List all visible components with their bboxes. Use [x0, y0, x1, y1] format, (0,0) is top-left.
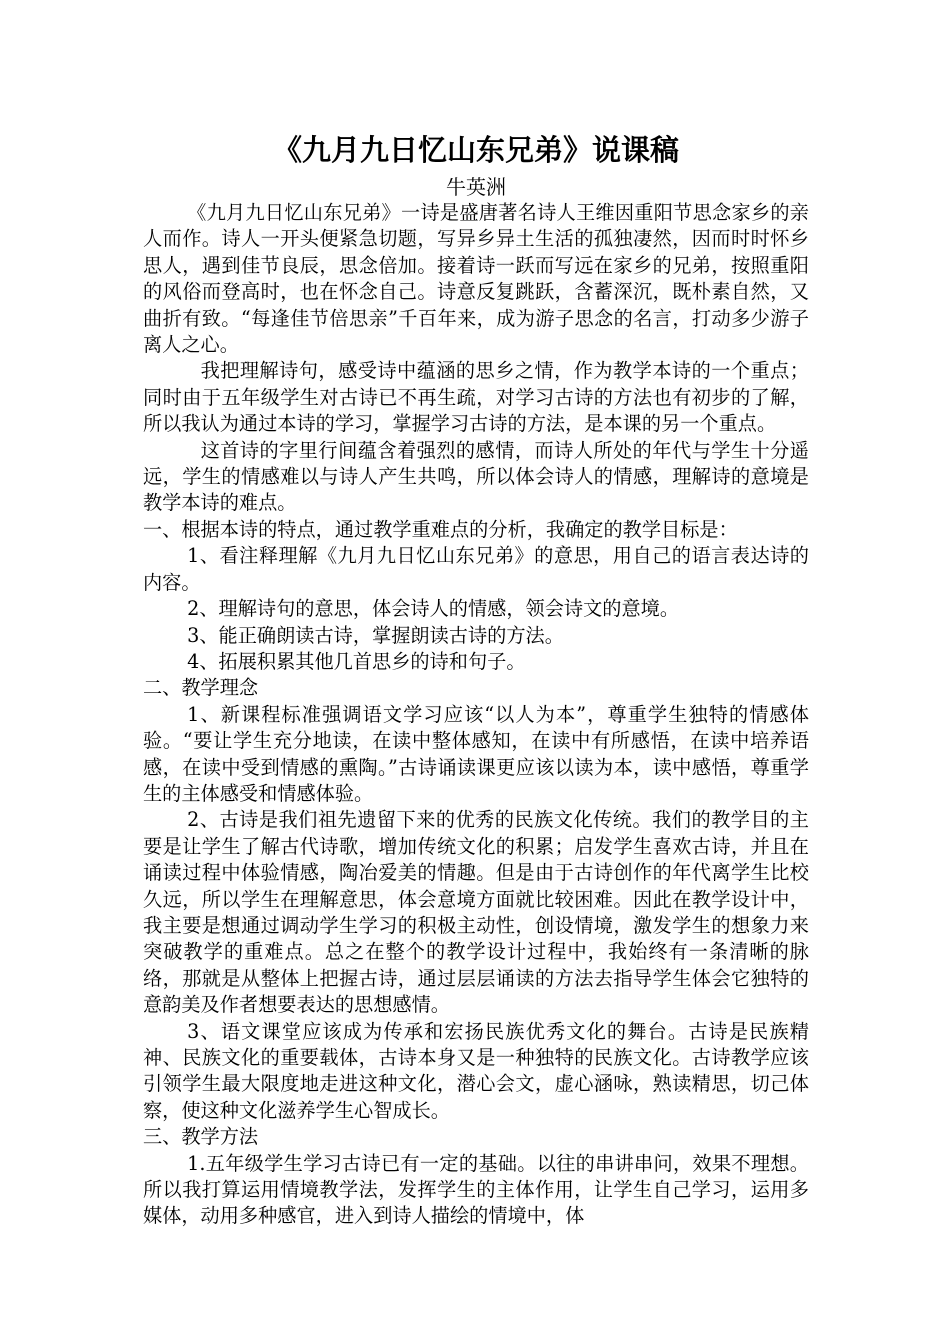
philosophy-item-3: 3、语文课堂应该成为传承和宏扬民族优秀文化的舞台。古诗是民族精神、民族文化的重要载体，古诗本身又是一种独特的民族文化。古诗教学应该引领学生最大限度地走进这种文化，潜心会文，虚心涵咏，熟读精思，切己体察，使这种文化滋养学生心智成长。 [143, 1019, 809, 1122]
method-item-1: 1.五年级学生学习古诗已有一定的基础。以往的串讲串问，效果不理想。所以我打算运用情境教学法，发挥学生的主体作用，让学生自己学习，运用多媒体，动用多种感官，进入到诗人描绘的情境中，体 [143, 1151, 809, 1228]
objective-item-1: 1、看注释理解《九月九日忆山东兄弟》的意思，用自己的语言表达诗的内容。 [143, 544, 809, 594]
document-author: 牛英洲 [446, 175, 506, 199]
philosophy-item-2: 2、古诗是我们祖先遗留下来的优秀的民族文化传统。我们的教学目的主要是让学生了解古代诗歌，增加传统文化的积累；启发学生喜欢古诗，并且在诵读过程中体验情感，陶冶爱美的情趣。但是由于古诗创作的年代离学生比校久远，所以学生在理解意思，体会意境方面就比较困难。因此在教学设计中，我主要是想通过调动学生学习的积极主动性，创设情境，激发学生的想象力来突破教学的重难点。总之在整个的教学设计过程中，我始终有一条清晰的脉络，那就是从整体上把握古诗，通过层层诵读的方法去指导学生体会它独特的意韵美及作者想要表达的思想感情。 [143, 808, 809, 1017]
intro-paragraph-2: 我把理解诗句，感受诗中蕴涵的思乡之情，作为教学本诗的一个重点；同时由于五年级学生对古诗已不再生疏，对学习古诗的方法也有初步的了解，所以我认为通过本诗的学习，掌握学习古诗的方法，是本课的另一个重点。 [143, 359, 809, 436]
section-heading-methods: 三、教学方法 [143, 1125, 259, 1149]
intro-paragraph-1: 《九月九日忆山东兄弟》一诗是盛唐著名诗人王维因重阳节思念家乡的亲人而作。诗人一开头便紧急切题，写异乡异土生活的孤独凄然，因而时时怀乡思人，遇到佳节良辰，思念倍加。接着诗一跃而写远在家乡的兄弟，按照重阳的风俗而登高时，也在怀念自己。诗意反复跳跃，含蓄深沉，既朴素自然，又曲折有致。“每逢佳节倍思亲”千百年来，成为游子思念的名言，打动多少游子离人之心。 [143, 201, 809, 357]
document-title: 《九月九日忆山东兄弟》说课稿 [272, 133, 679, 167]
section-heading-philosophy: 二、教学理念 [143, 676, 259, 700]
objective-item-4: 4、拓展积累其他几首思乡的诗和句子。 [187, 649, 526, 673]
intro-paragraph-3: 这首诗的字里行间蕴含着强烈的感情，而诗人所处的年代与学生十分遥远，学生的情感难以与诗人产生共鸣，所以体会诗人的情感，理解诗的意境是教学本诗的难点。 [143, 438, 809, 515]
objective-item-3: 3、能正确朗读古诗，掌握朗读古诗的方法。 [187, 623, 564, 647]
philosophy-item-1: 1、新课程标准强调语文学习应该“以人为本”，尊重学生独特的情感体验。“要让学生充分地读，在读中整体感知，在读中有所感悟，在读中培养语感，在读中受到情感的熏陶。”古诗诵读课更应该以读为本，读中感悟，尊重学生的主体感受和情感体验。 [143, 702, 809, 805]
objective-item-2: 2、理解诗句的意思，体会诗人的情感，领会诗文的意境。 [187, 597, 680, 621]
section-heading-objectives: 一、根据本诗的特点，通过教学重难点的分析，我确定的教学目标是： [143, 517, 738, 541]
document-page [143, 128, 809, 1230]
